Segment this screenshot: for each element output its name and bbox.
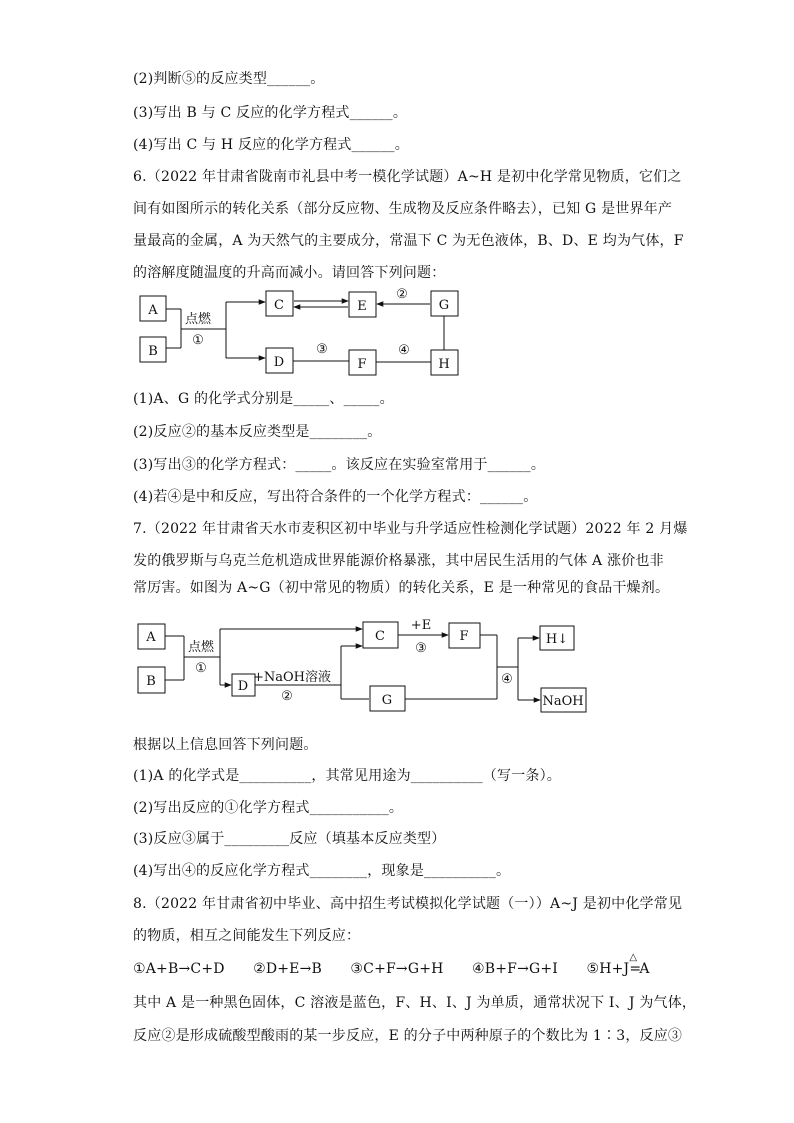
reaction5-product: A <box>639 961 650 977</box>
line-q6-4: (4)若④是中和反应，写出符合条件的一个化学方程式：______。 <box>133 489 538 505</box>
label-e: E <box>357 299 367 314</box>
label-r2: ② <box>396 287 408 302</box>
label-ignite: 点燃 <box>184 312 212 327</box>
line-q8-stem-4: 反应②是形成硫酸型酸雨的某一步反应，E 的分子中两种原子的个数比为 1∶3，反应③ <box>133 1028 683 1044</box>
line-q7-intro: 根据以上信息回答下列问题。 <box>133 737 318 753</box>
label2-g: G <box>381 693 393 708</box>
line-q7-1: (1)A 的化学式是__________，其常见用途为__________（写一条）。 <box>133 768 561 784</box>
line-q8-stem-3: 其中 A 是一种黑色固体，C 溶液是蓝色，F、H、I、J 为单质，通常状况下 I、J 为气体， <box>133 995 697 1011</box>
label2-r2: ② <box>281 689 293 704</box>
label-c: C <box>274 298 284 313</box>
line-q5-3: (3)写出 B 与 C 反应的化学方程式______。 <box>133 105 408 121</box>
label-h: H <box>438 357 450 372</box>
line-q7-stem-3: 常厉害。如图为 A~G（初中常见的物质）的转化关系，E 是一种常见的食品干燥剂。 <box>133 580 670 596</box>
line-q7-4: (4)写出④的反应化学方程式________，现象是__________。 <box>133 863 511 879</box>
line-q6-stem-2: 间有如图所示的转化关系（部分反应物、生成物及反应条件略去），已知 G 是世界年产 <box>133 201 673 217</box>
line-q7-stem-1: 7.（2022 年甘肃省天水市麦积区初中毕业与升学适应性检测化学试题）2022 年 2 月爆 <box>133 521 688 537</box>
label-a: A <box>148 303 158 318</box>
heat-symbol: △ <box>629 952 638 963</box>
line-q8-stem-2: 的物质，相互之间能发生下列反应： <box>133 928 361 944</box>
label2-pluse: +E <box>410 618 432 633</box>
label-b: B <box>148 344 158 359</box>
line-q6-1: (1)A、G 的化学式分别是_____、_____。 <box>133 391 394 407</box>
line-q8-stem-1: 8.（2022 年甘肃省初中毕业、高中招生考试模拟化学试题（一））A~J 是初中化学常见 <box>133 896 683 912</box>
label2-d: D <box>237 679 249 694</box>
label2-f: F <box>459 629 469 644</box>
line-q7-3: (3)反应③属于_________反应（填基本反应类型） <box>133 831 446 847</box>
label2-c: C <box>375 629 385 644</box>
label2-r4: ④ <box>501 672 513 687</box>
heat-equals: △ = <box>629 952 642 977</box>
line-q6-stem-4: 的溶解度随温度的升高而减小。请回答下列问题： <box>133 265 446 281</box>
label-g: G <box>438 298 450 313</box>
label2-ignite: 点燃 <box>187 640 215 655</box>
line-q8-reactions <box>133 952 650 978</box>
label-f: F <box>357 357 367 372</box>
label2-h: H↓ <box>545 632 569 647</box>
label2-a: A <box>146 630 156 645</box>
label2-plusnaoh: +NaOH溶液 <box>252 670 332 685</box>
label2-naoh: NaOH <box>542 694 584 709</box>
line-q6-stem-1: 6.（2022 年甘肃省陇南市礼县中考一模化学试题）A~H 是初中化学常见物质，它们之 <box>133 169 682 185</box>
label-d: D <box>273 355 285 370</box>
label2-r1: ① <box>195 661 207 676</box>
label-r3: ③ <box>316 342 328 357</box>
reactions-text: ①A+B→C+D ②D+E→B ③C+F→G+H ④B+F→G+I ⑤H+J <box>133 961 630 977</box>
line-q7-stem-2: 发的俄罗斯与乌克兰危机造成世界能源价格暴涨，其中居民生活用的气体 A 涨价也非 <box>133 553 664 569</box>
line-q5-2: (2)判断⑤的反应类型______。 <box>133 71 325 87</box>
line-q6-3: (3)写出③的化学方程式：_____。该反应在实验室常用于______。 <box>133 457 546 473</box>
label2-r3: ③ <box>415 641 427 656</box>
line-q5-4: (4)写出 C 与 H 反应的化学方程式______。 <box>133 137 409 153</box>
label2-b: B <box>146 674 156 689</box>
line-q6-2: (2)反应②的基本反应类型是________。 <box>133 424 382 440</box>
line-q7-2: (2)写出反应的①化学方程式___________。 <box>133 800 404 816</box>
label-r1: ① <box>192 333 204 348</box>
label-r4: ④ <box>398 343 410 358</box>
line-q6-stem-3: 量最高的金属，A 为天然气的主要成分，常温下 C 为无色液体，B、D、E 均为气体，F <box>133 233 684 249</box>
